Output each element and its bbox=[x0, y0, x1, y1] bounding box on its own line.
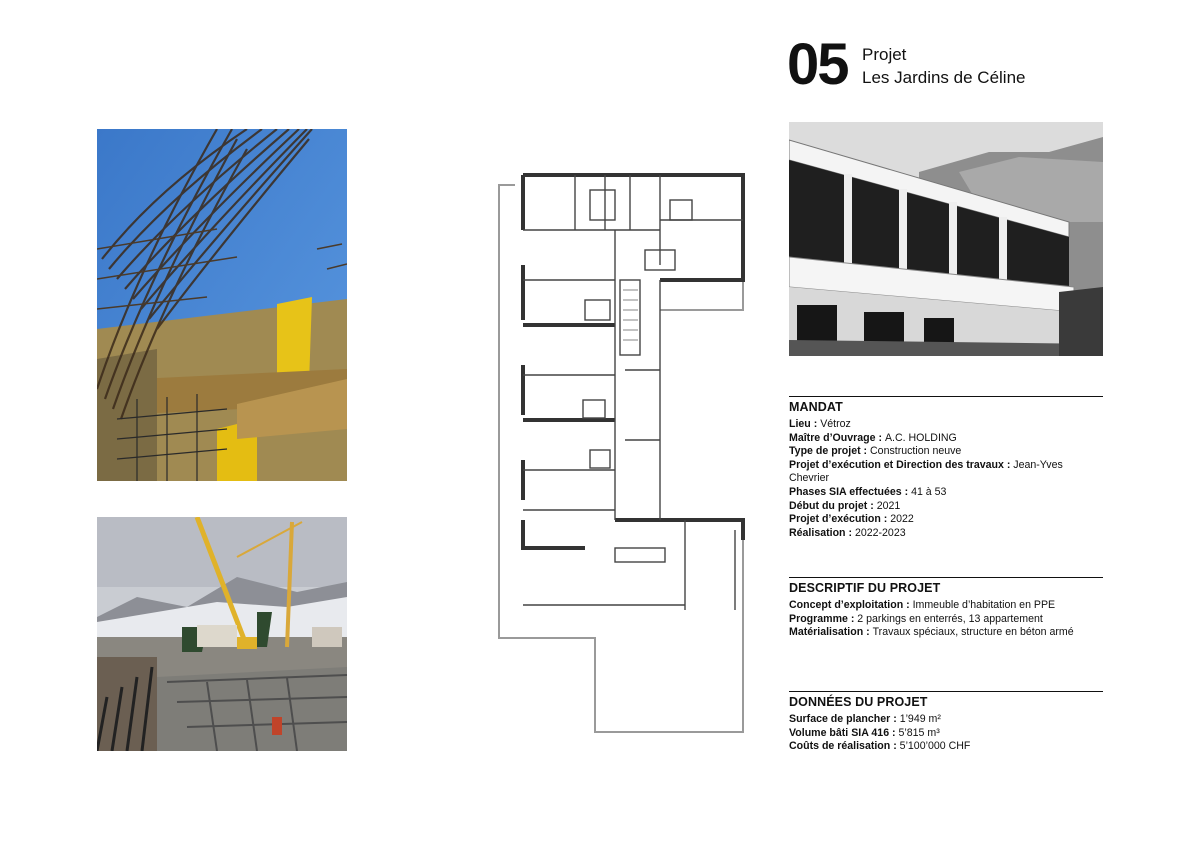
donnees-volume: Volume bâti SIA 416 : 5’815 m³ bbox=[789, 726, 940, 739]
building-photo bbox=[789, 122, 1103, 356]
mandat-section bbox=[789, 396, 1103, 540]
site-photo bbox=[97, 517, 347, 751]
donnees-section bbox=[789, 691, 1103, 754]
mandat-debut: Début du projet : 2021 bbox=[789, 499, 901, 512]
mandat-direction-travaux: Projet d’exécution et Direction des travaux : Jean-Yves Chevrier bbox=[789, 458, 1063, 485]
section-divider bbox=[789, 691, 1103, 692]
descriptif-materialisation: Matérialisation : Travaux spéciaux, structure en béton armé bbox=[789, 626, 1074, 639]
mandat-projet-execution: Projet d’exécution : 2022 bbox=[789, 513, 914, 526]
descriptif-programme: Programme : 2 parkings en enterrés, 13 appartement bbox=[789, 612, 1043, 625]
section-divider bbox=[789, 577, 1103, 578]
mandat-realisation: Réalisation : 2022-2023 bbox=[789, 526, 906, 539]
project-title: Les Jardins de Céline bbox=[862, 68, 1026, 87]
mandat-maitre-ouvrage: Maître d’Ouvrage : A.C. HOLDING bbox=[789, 431, 957, 444]
donnees-surface: Surface de plancher : 1’949 m² bbox=[789, 713, 941, 725]
section-title: DONNÉES DU PROJET bbox=[789, 695, 928, 709]
mandat-lieu: Lieu : Vétroz bbox=[789, 418, 851, 430]
descriptif-section bbox=[789, 577, 1103, 640]
rebar-photo bbox=[97, 129, 347, 481]
section-divider bbox=[789, 396, 1103, 397]
section-title: MANDAT bbox=[789, 400, 843, 414]
section-title: DESCRIPTIF DU PROJET bbox=[789, 581, 941, 595]
floor-plan bbox=[495, 170, 750, 735]
project-label: Projet bbox=[862, 45, 907, 64]
donnees-couts: Coûts de réalisation : 5’100’000 CHF bbox=[789, 740, 971, 753]
project-number: 05 bbox=[787, 32, 848, 97]
mandat-phases-sia: Phases SIA effectuées : 41 à 53 bbox=[789, 485, 947, 498]
mandat-type-projet: Type de projet : Construction neuve bbox=[789, 445, 962, 458]
descriptif-concept: Concept d’exploitation : Immeuble d’habitation en PPE bbox=[789, 599, 1056, 611]
